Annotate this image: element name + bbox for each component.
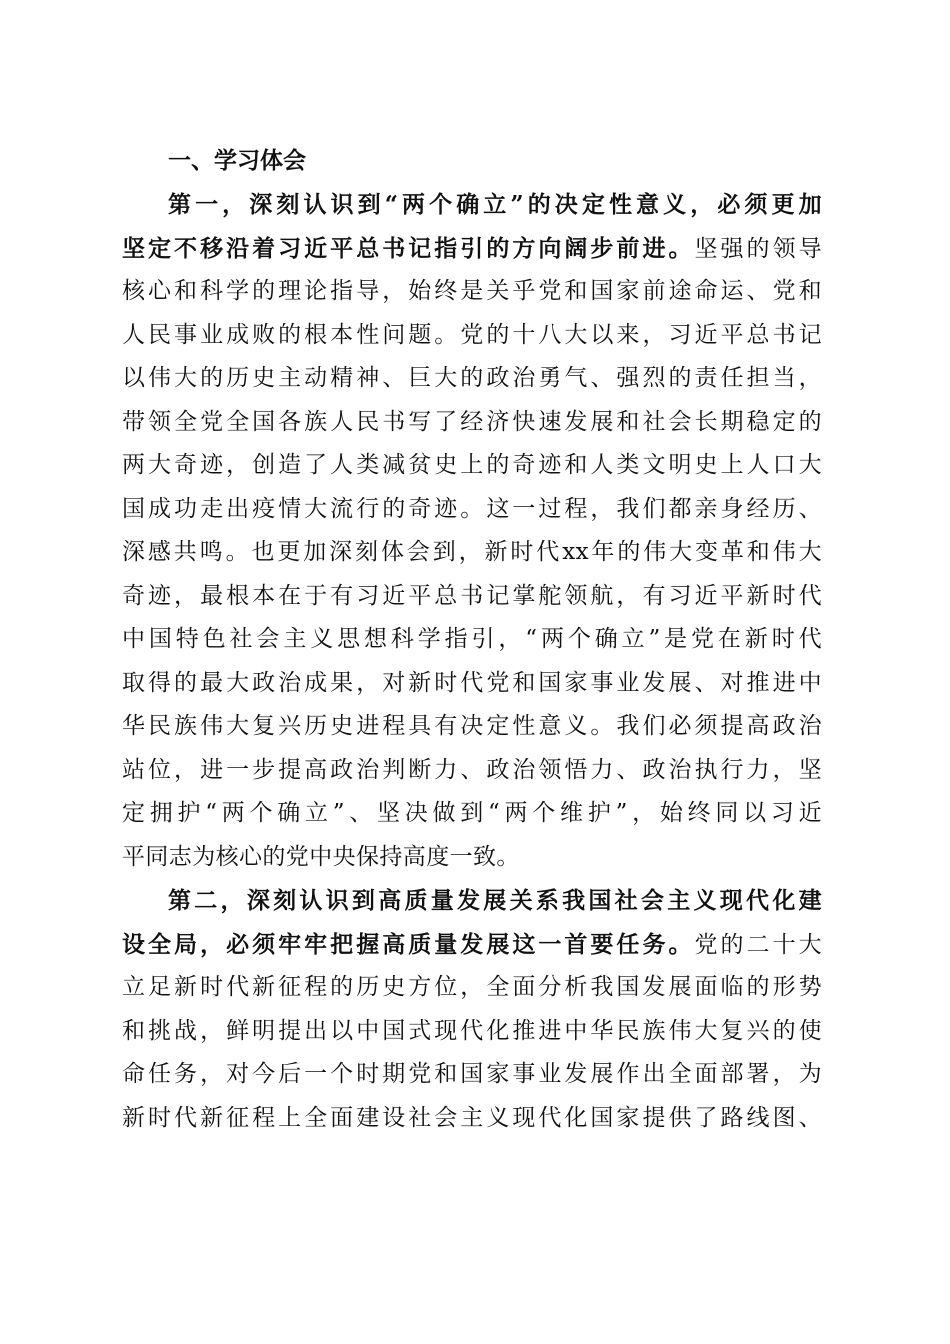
- paragraph-line: 定拥护“两个确立”、坚决做到“两个维护”，始终同以习近: [122, 800, 822, 826]
- paragraph-line: 国成功走出疫情大流行的奇迹。这一过程，我们都亲身经历、: [122, 495, 822, 522]
- paragraph-line: 第一，深刻认识到“两个确立”的决定性意义，必须更加: [168, 191, 822, 218]
- paragraph-line: 第二，深刻认识到高质量发展关系我国社会主义现代化建: [168, 887, 822, 914]
- paragraph-line: 奇迹，最根本在于有习近平总书记掌舵领航，有习近平新时代: [122, 582, 822, 609]
- paragraph-line: [122, 923, 822, 967]
- paragraph-line: 人民事业成败的根本性问题。党的十八大以来，习近平总书记: [122, 321, 822, 348]
- paragraph-2: [122, 879, 822, 1140]
- paragraph-line: 取得的最大政治成果，对新时代党和国家事业发展、对推进中: [122, 669, 822, 696]
- paragraph-line: 华民族伟大复兴历史进程具有决定性意义。我们必须提高政治: [122, 713, 822, 739]
- paragraph-line: 和挑战，鲜明提出以中国式现代化推进中华民族伟大复兴的使: [122, 1017, 822, 1044]
- paragraph-line: 新时代新征程上全面建设社会主义现代化国家提供了路线图、: [122, 1104, 822, 1131]
- bold-lead-sentence: 设全局，必须牢牢把握高质量发展这一首要任务。: [122, 930, 695, 958]
- paragraph-line: 站位，进一步提高政治判断力、政治领悟力、政治执行力，坚: [122, 756, 822, 783]
- paragraph-line: 以伟大的历史主动精神、巨大的政治勇气、强烈的责任担当，: [122, 365, 822, 391]
- paragraph-line: 立足新时代新征程的历史方位，全面分析我国发展面临的形势: [122, 974, 822, 1000]
- paragraph-line: 深感共鸣。也更加深刻体会到，新时代xx年的伟大变革和伟大: [122, 539, 822, 565]
- sentence-text: 坚强的领导: [694, 235, 822, 262]
- paragraph-line: [122, 227, 822, 271]
- paragraph-1: [122, 183, 822, 879]
- paragraph-line: 两大奇迹，创造了人类减贫史上的奇迹和人类文明史上人口大: [122, 452, 822, 478]
- document-body: [122, 140, 822, 1140]
- paragraph-line: 核心和科学的理论指导，始终是关乎党和国家前途命运、党和: [122, 278, 822, 304]
- sentence-text: 党的二十大: [694, 931, 822, 958]
- paragraph-line: 平同志为核心的党中央保持高度一致。: [122, 843, 520, 870]
- bold-lead-sentence: 坚定不移沿着习近平总书记指引的方向阔步前进。: [122, 234, 695, 262]
- paragraph-line: 带领全党全国各族人民书写了经济快速发展和社会长期稳定的: [122, 408, 822, 435]
- section-heading: 一、学习体会: [168, 148, 306, 174]
- paragraph-line: 命任务，对今后一个时期党和国家事业发展作出全面部署，为: [122, 1061, 822, 1087]
- paragraph-line: 中国特色社会主义思想科学指引，“两个确立”是党在新时代: [122, 626, 822, 652]
